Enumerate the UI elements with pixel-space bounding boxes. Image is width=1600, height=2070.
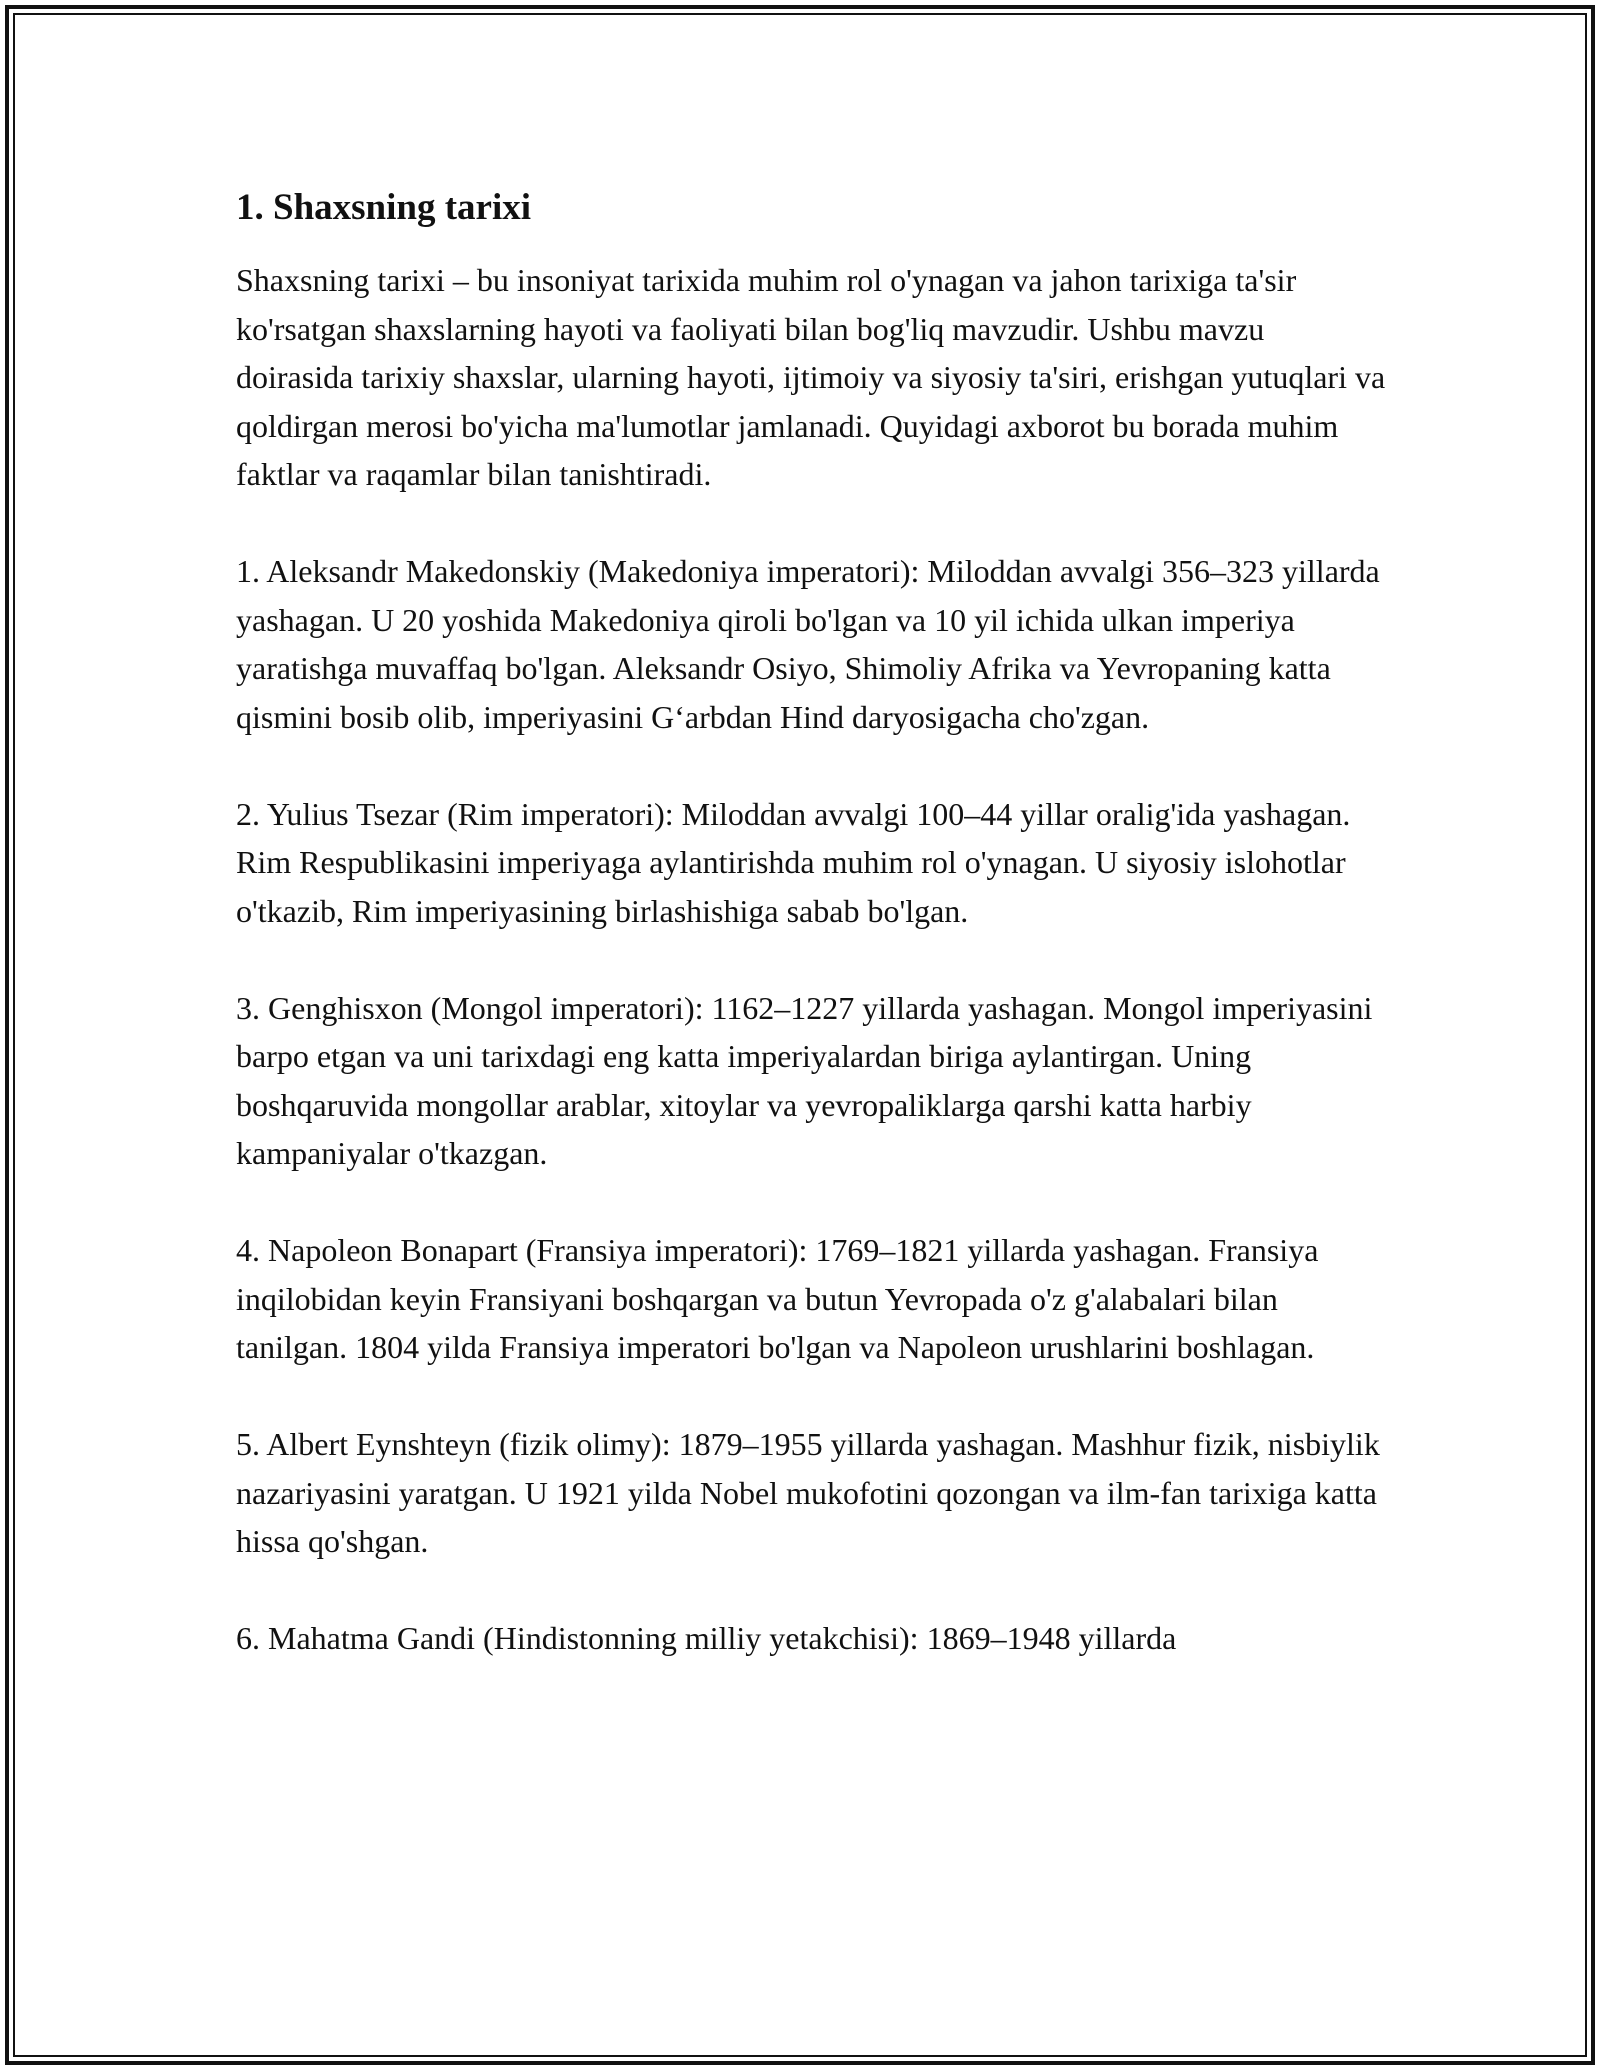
section-heading: 1. Shaxsning tarixi <box>236 187 532 228</box>
document-body <box>236 186 1386 1711</box>
list-item-eynshteyn: 5. Albert Eynshteyn (fizik olimy): 1879–1955 yillarda yashagan. Mashhur fizik, nisbiylik nazariyasini yaratgan. U 1921 yilda Nobel mukofotini qozongan va ilm-fan tarixiga katta hissa qo'shgan. <box>236 1426 1380 1559</box>
list-item-tsezar: 2. Yulius Tsezar (Rim imperatori): Miloddan avvalgi 100–44 yillar oralig'ida yashagan. Rim Respublikasini imperiyaga aylantirishda muhim rol o'ynagan. U siyosiy islohotlar o'tkazib, Rim imperiyasining birlashishiga sabab bo'lgan. <box>236 795 1351 929</box>
list-item-gandi: 6. Mahatma Gandi (Hindistonning milliy yetakchisi): 1869–1948 yillarda <box>236 1620 1177 1656</box>
list-item-napoleon: 4. Napoleon Bonapart (Fransiya imperatori): 1769–1821 yillarda yashagan. Fransiya inqilobidan keyin Fransiyani boshqargan va butun Yevropada o'z g'alabalari bilan tanilgan. 1804 yilda Fransiya imperatori bo'lgan va Napoleon urushlarini boshlagan. <box>236 1232 1319 1365</box>
intro-paragraph: Shaxsning tarixi – bu insoniyat tarixida muhim rol o'ynagan va jahon tarixiga ta'sir ko'rsatgan shaxslarning hayoti va faoliyati bilan bog'liq mavzudir. Ushbu mavzu doirasida tarixiy shaxslar, ularning hayoti, ijtimoiy va siyosiy ta'siri, erishgan yutuqlari va qoldirgan merosi bo'yicha ma'lumotlar jamlanadi. Quyidagi axborot bu borada muhim faktlar va raqamlar bilan tanishtiradi. <box>236 262 1386 492</box>
list-item-genghisxon: 3. Genghisxon (Mongol imperatori): 1162–1227 yillarda yashagan. Mongol imperiyasini barpo etgan va uni tarixdagi eng katta imperiyalardan biriga aylantirgan. Uning boshqaruvida mongollar arablar, xitoylar va yevropaliklarga qarshi katta harbiy kampaniyalar o'tkazgan. <box>236 989 1373 1171</box>
list-item-aleksandr: 1. Aleksandr Makedonskiy (Makedoniya imperatori): Miloddan avvalgi 356–323 yillarda yashagan. U 20 yoshida Makedoniya qiroli bo'lgan va 10 yil ichida ulkan imperiya yaratishga muvaffaq bo'lgan. Aleksandr Osiyo, Shimoliy Afrika va Yevropaning katta qismini bosib olib, imperiyasini G‘arbdan Hind daryosigacha cho'zgan. <box>236 553 1380 735</box>
